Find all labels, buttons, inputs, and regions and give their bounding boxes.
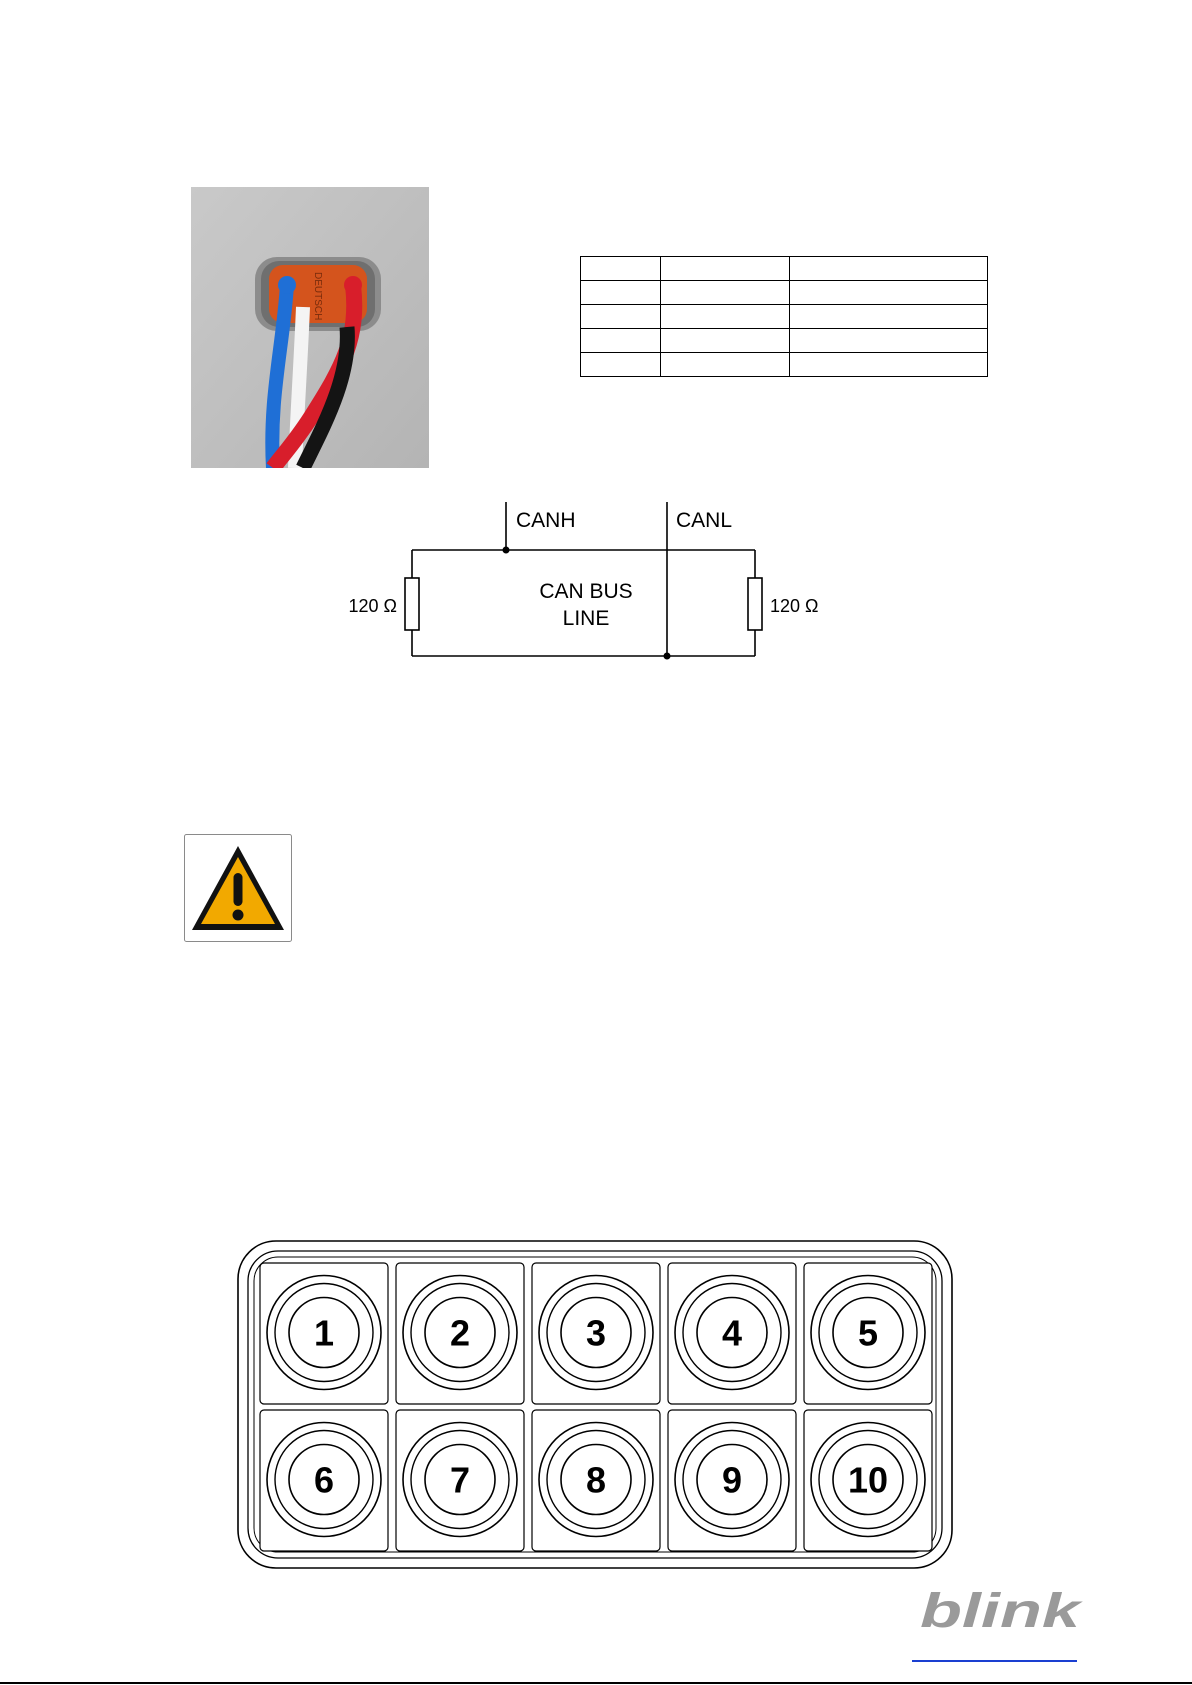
table-cell — [661, 329, 790, 353]
keypad-button-label: 7 — [449, 1459, 471, 1501]
keypad-button-label: 10 — [847, 1459, 889, 1501]
table-row — [581, 257, 988, 281]
table-cell — [790, 329, 988, 353]
table-cell — [790, 257, 988, 281]
keypad-button-label: 3 — [585, 1312, 607, 1354]
blink-logo — [910, 1583, 1092, 1641]
table-cell — [661, 281, 790, 305]
table-cell — [661, 353, 790, 377]
table-cell — [790, 281, 988, 305]
connector-stamp-text: DEUTSCH — [312, 272, 323, 321]
table-row — [581, 281, 988, 305]
keypad-button-2 — [396, 1263, 524, 1404]
keypad-button-7 — [396, 1410, 524, 1551]
table-cell — [790, 305, 988, 329]
table-cell — [581, 305, 661, 329]
table-cell — [581, 353, 661, 377]
keypad-button-label: 5 — [857, 1312, 879, 1354]
can-bus-line-label-2: LINE — [562, 607, 610, 630]
table-row — [581, 353, 988, 377]
connector-photo — [191, 187, 429, 468]
can-bus-diagram — [330, 498, 830, 670]
pinout-table — [580, 256, 988, 377]
table-cell — [581, 257, 661, 281]
brand-underline — [912, 1660, 1077, 1662]
table-row — [581, 329, 988, 353]
keypad-button-3 — [532, 1263, 660, 1404]
table-cell — [581, 329, 661, 353]
keypad-button-4 — [668, 1263, 796, 1404]
keypad-button-6 — [260, 1410, 388, 1551]
footer-rule — [0, 1682, 1192, 1684]
can-bus-line-label-1: CAN BUS — [539, 580, 633, 603]
table-row — [581, 305, 988, 329]
resistor-right-label: 120 Ω — [770, 596, 819, 616]
table-cell — [581, 281, 661, 305]
keypad-button-5 — [804, 1263, 932, 1404]
keypad-button-label: 9 — [721, 1459, 743, 1501]
keypad-button-10 — [804, 1410, 932, 1551]
resistor-right — [748, 578, 762, 630]
keypad-button-label: 4 — [721, 1312, 743, 1354]
keypad-button-1 — [260, 1263, 388, 1404]
resistor-left-label: 120 Ω — [348, 596, 397, 616]
keypad-button-8 — [532, 1410, 660, 1551]
canh-label: CANH — [516, 509, 576, 532]
keypad-button-label: 8 — [585, 1459, 607, 1501]
table-cell — [661, 257, 790, 281]
keypad-button-label: 1 — [313, 1312, 335, 1354]
keypad-button-label: 2 — [449, 1312, 471, 1354]
table-cell — [790, 353, 988, 377]
warning-triangle-icon — [184, 834, 292, 942]
keypad-button-9 — [668, 1410, 796, 1551]
resistor-left — [405, 578, 419, 630]
svg-text:blink: blink — [920, 1585, 1084, 1638]
table-cell — [661, 305, 790, 329]
canl-label: CANL — [676, 509, 733, 532]
keypad-diagram — [236, 1239, 954, 1570]
keypad-button-label: 6 — [313, 1459, 335, 1501]
